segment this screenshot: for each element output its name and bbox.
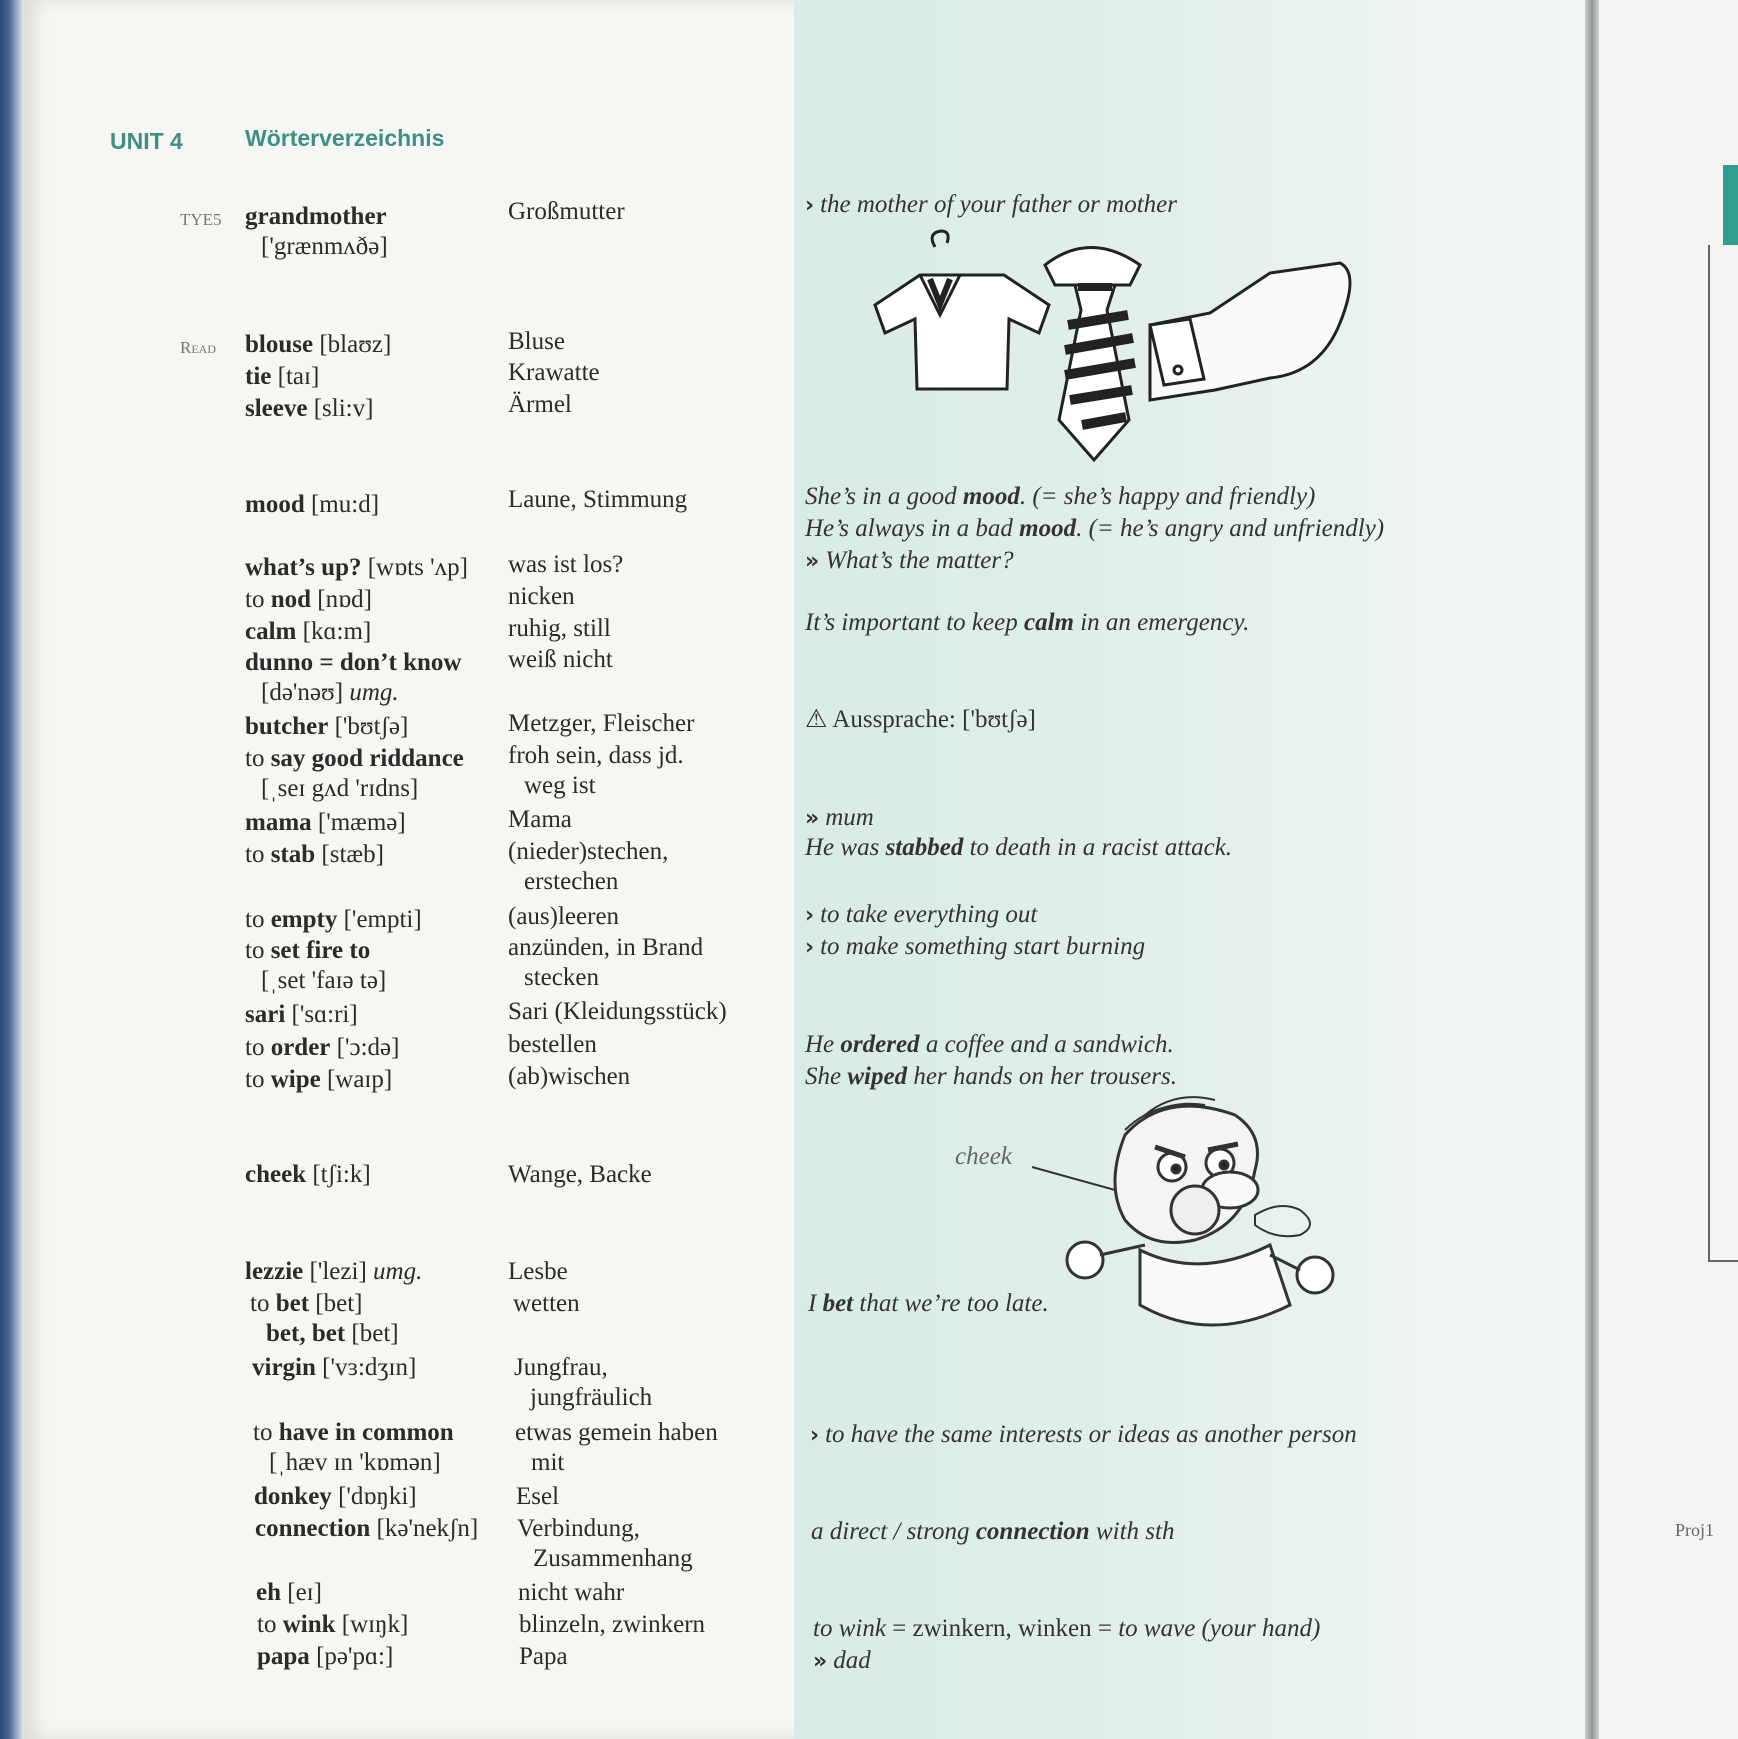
warning-icon: ⚠ — [805, 706, 828, 733]
translation-butcher: Metzger, Fleischer — [508, 710, 695, 737]
cheek-label: cheek — [955, 1143, 1012, 1170]
page-fold — [1585, 0, 1599, 1739]
entry-donkey: donkey ['dɒŋki] — [254, 1483, 417, 1510]
translation-stab: (nieder)stechen, erstechen — [508, 838, 669, 895]
example-have-in-common: › to have the same interests or ideas as another person — [810, 1421, 1357, 1448]
sleeve-image — [1150, 263, 1350, 400]
entry-sleeve: sleeve [sli:v] — [245, 395, 374, 422]
example-wipe: She wiped her hands on her trousers. — [805, 1063, 1177, 1090]
clothes-illustration — [860, 225, 1360, 465]
entry-bet: to bet [bet] bet, bet [bet] — [250, 1290, 399, 1347]
entry-order: to order ['ɔ:də] — [245, 1034, 400, 1061]
example-calm: It’s important to keep calm in an emergency. — [805, 609, 1250, 636]
translation-connection: Verbindung, Zusammenhang — [517, 1515, 693, 1572]
translation-have-in-common: etwas gemein haben mit — [515, 1419, 718, 1476]
angry-boy-illustration — [1030, 1095, 1360, 1345]
entry-wink: to wink [wɪŋk] — [257, 1611, 409, 1638]
section-label-tye: TYE5 — [180, 210, 222, 229]
entry-connection: connection [kə'nekʃn] — [255, 1515, 479, 1542]
translation-virgin: Jungfrau, jungfräulich — [514, 1354, 653, 1411]
double-arrow-icon: » — [805, 806, 820, 831]
example-mood-bad: He’s always in a bad mood. (= he’s angry and unfriendly) — [805, 515, 1385, 542]
double-arrow-icon: » — [813, 1649, 828, 1674]
entry-whats-up: what’s up? [wɒts 'ʌp] — [245, 554, 468, 581]
example-connection: a direct / strong connection with sth — [811, 1518, 1175, 1545]
translation-blouse: Bluse — [508, 328, 565, 355]
book-spine-edge — [0, 0, 24, 1739]
translation-say-good-riddance: froh sein, dass jd. weg ist — [508, 742, 684, 799]
translation-nod: nicken — [508, 583, 575, 610]
translation-sari: Sari (Kleidungsstück) — [508, 998, 727, 1025]
adjacent-page-frame — [1708, 245, 1738, 1262]
tie-image — [1045, 248, 1140, 461]
arrow-right-icon: › — [805, 903, 815, 928]
entry-cheek: cheek [tʃi:k] — [245, 1161, 371, 1188]
unit-label: UNIT 4 — [110, 128, 183, 154]
entry-virgin: virgin ['vɜ:dʒɪn] — [252, 1354, 417, 1381]
example-grandmother: › the mother of your father or mother — [805, 191, 1177, 218]
example-stab: He was stabbed to death in a racist attack. — [805, 834, 1233, 861]
entry-papa: papa [pə'pɑ:] — [257, 1643, 394, 1670]
translation-cheek: Wange, Backe — [508, 1161, 652, 1188]
entry-have-in-common: to have in common [ˌhæv ɪn 'kɒmən] — [253, 1419, 454, 1476]
translation-sleeve: Ärmel — [508, 391, 572, 418]
arrow-right-icon: › — [805, 193, 815, 218]
translation-calm: ruhig, still — [508, 615, 611, 642]
adjacent-page-tab — [1723, 165, 1738, 245]
example-wink: to wink = zwinkern, winken = to wave (your hand) — [813, 1615, 1321, 1642]
entry-blouse: blouse [blaʊz] — [245, 331, 392, 358]
entry-tie: tie [taɪ] — [245, 363, 320, 390]
entry-lezzie: lezzie ['lezi] umg. — [245, 1258, 423, 1285]
entry-wipe: to wipe [waɪp] — [245, 1066, 393, 1093]
note-butcher-pronunciation: ⚠ Aussprache: ['bʊtʃə] — [805, 706, 1036, 733]
example-mama: » mum — [805, 804, 874, 831]
translation-wipe: (ab)wischen — [508, 1063, 631, 1090]
example-order: He ordered a coffee and a sandwich. — [805, 1031, 1174, 1058]
entry-calm: calm [kɑ:m] — [245, 618, 372, 645]
translation-dunno: weiß nicht — [508, 646, 613, 673]
translation-grandmother: Großmutter — [508, 198, 625, 225]
example-whats-up: » What’s the matter? — [805, 547, 1014, 574]
section-label-read: Read — [180, 338, 217, 357]
example-empty: › to take everything out — [805, 901, 1038, 928]
example-papa: » dad — [813, 1647, 871, 1674]
entry-sari: sari ['sɑ:ri] — [245, 1001, 358, 1028]
entry-dunno: dunno = don’t know [də'nəʊ] umg. — [245, 649, 462, 706]
entry-mood: mood [mu:d] — [245, 491, 380, 518]
translation-order: bestellen — [508, 1031, 597, 1058]
translation-empty: (aus)leeren — [508, 903, 620, 930]
example-bet: I bet that we’re too late. — [808, 1290, 1049, 1317]
example-set-fire-to: › to make something start burning — [805, 933, 1146, 960]
translation-wink: blinzeln, zwinkern — [519, 1611, 706, 1638]
arrow-right-icon: › — [805, 935, 815, 960]
translation-lezzie: Lesbe — [508, 1258, 568, 1285]
translation-whats-up: was ist los? — [508, 551, 624, 578]
entry-stab: to stab [stæb] — [245, 841, 384, 868]
translation-mood: Laune, Stimmung — [508, 486, 688, 513]
entry-nod: to nod [nɒd] — [245, 586, 372, 613]
entry-say-good-riddance: to say good riddance [ˌseɪ gʌd 'rɪdns] — [245, 745, 464, 802]
entry-set-fire-to: to set fire to [ˌset 'faɪə tə] — [245, 937, 387, 994]
translation-eh: nicht wahr — [518, 1579, 625, 1606]
translation-set-fire-to: anzünden, in Brand stecken — [508, 934, 704, 991]
arrow-right-icon: › — [810, 1423, 820, 1448]
entry-empty: to empty ['empti] — [245, 906, 422, 933]
translation-tie: Krawatte — [508, 359, 600, 386]
adjacent-page-label: Proj1 — [1675, 1520, 1715, 1540]
entry-eh: eh [eɪ] — [256, 1579, 322, 1606]
translation-donkey: Esel — [516, 1483, 560, 1510]
entry-mama: mama ['mæmə] — [245, 809, 406, 836]
translation-mama: Mama — [508, 806, 572, 833]
translation-bet: wetten — [513, 1290, 580, 1317]
double-arrow-icon: » — [805, 549, 820, 574]
entry-butcher: butcher ['bʊtʃə] — [245, 713, 409, 740]
blouse-image — [875, 231, 1049, 389]
page-title: Wörterverzeichnis — [245, 125, 445, 151]
translation-papa: Papa — [519, 1643, 568, 1670]
example-mood-good: She’s in a good mood. (= she’s happy and friendly) — [805, 483, 1316, 510]
entry-grandmother: grandmother ['grænmʌðə] — [245, 203, 388, 260]
